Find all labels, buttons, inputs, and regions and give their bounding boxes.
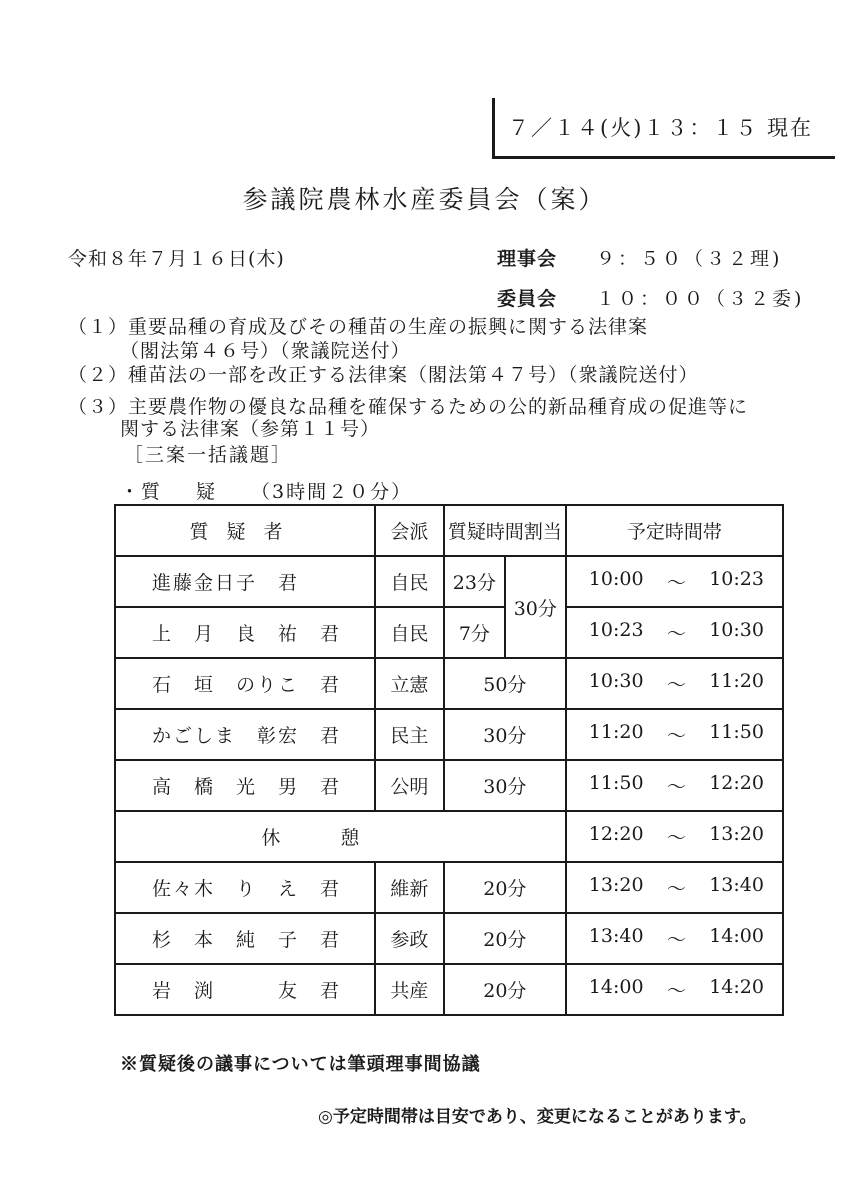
questioner-name: 上 月 良 祐 君 [115, 607, 375, 658]
table-row [115, 658, 783, 709]
time-allocation: 20分 [444, 964, 566, 1015]
table-row [115, 964, 783, 1015]
break-label-text: 休憩 [261, 827, 420, 849]
agenda-text: 重要品種の育成及びその種苗の生産の振興に関する法律案 [128, 316, 649, 338]
slot-start: 14:00 [588, 976, 644, 998]
table-row [115, 862, 783, 913]
slot-start: 10:00 [588, 568, 644, 590]
party-name: 民主 [375, 709, 444, 760]
table-header-row [115, 505, 783, 556]
column-header-party: 会派 [375, 505, 444, 556]
schedule-table [114, 504, 784, 1016]
question-heading-prefix: ・質 [120, 481, 163, 503]
time-slot [566, 913, 783, 964]
table-row [115, 607, 783, 658]
slot-tilde: ～ [666, 674, 686, 696]
table-row [115, 913, 783, 964]
break-row [115, 811, 783, 862]
time-slot [566, 709, 783, 760]
slot-start: 13:40 [588, 925, 644, 947]
agenda-text: 主要農作物の優良な品種を確保するための公的新品種育成の促進等に [128, 396, 749, 418]
column-header-slot: 予定時間帯 [566, 505, 783, 556]
schedule-rows [115, 556, 783, 1015]
slot-end: 14:20 [709, 976, 764, 998]
meeting-label: 委員会 [497, 288, 558, 310]
time-allocation: 20分 [444, 862, 566, 913]
column-header-questioner: 質疑者 [115, 505, 375, 556]
agenda-number: （２） [68, 364, 129, 386]
time-slot [566, 607, 783, 658]
slot-tilde: ～ [666, 929, 686, 951]
session-date: 令和８年７月１６日(木) [68, 248, 285, 270]
slot-end: 14:00 [709, 925, 764, 947]
agenda-subtext: 関する法律案（参第１１号） [120, 418, 381, 440]
slot-start: 12:20 [588, 823, 644, 845]
time-slot [566, 760, 783, 811]
slot-tilde: ～ [666, 980, 686, 1002]
slot-start: 11:50 [588, 772, 644, 794]
party-name: 自民 [375, 607, 444, 658]
slot-tilde: ～ [666, 623, 686, 645]
agenda-subtext: （閣法第４６号）（衆議院送付） [120, 340, 411, 362]
time-slot [566, 964, 783, 1015]
slot-start: 13:20 [588, 874, 644, 896]
slot-tilde: ～ [666, 776, 686, 798]
meeting-time: ９：５０（３２理) [596, 248, 783, 270]
questioner-name: かごしま 彰宏 君 [115, 709, 375, 760]
slot-end: 11:20 [709, 670, 764, 692]
as-of-timestamp: ７／１４(火)１３：１５ 現在 [508, 116, 814, 140]
agenda-item [68, 312, 648, 339]
table-row [115, 760, 783, 811]
question-heading-suffix: 疑 [196, 481, 218, 503]
slot-end: 13:40 [709, 874, 764, 896]
slot-tilde: ～ [666, 725, 686, 747]
time-allocation: 7分 [444, 607, 505, 658]
time-slot [566, 658, 783, 709]
party-name: 共産 [375, 964, 444, 1015]
questioner-name: 石 垣 のりこ 君 [115, 658, 375, 709]
page-title: 参議院農林水産委員会（案） [242, 185, 607, 214]
party-name: 公明 [375, 760, 444, 811]
party-name: 自民 [375, 556, 444, 607]
break-label [115, 811, 566, 862]
column-header-allocation: 質疑時間割当 [444, 505, 566, 556]
party-name: 立憲 [375, 658, 444, 709]
agenda-text: 種苗法の一部を改正する法律案（閣法第４７号）（衆議院送付） [128, 364, 699, 386]
table-row [115, 709, 783, 760]
time-allocation: 30分 [444, 760, 566, 811]
party-name: 維新 [375, 862, 444, 913]
slot-tilde: ～ [666, 878, 686, 900]
slot-end: 10:23 [709, 568, 764, 590]
bundle-note: ［三案一括議題］ [124, 444, 293, 466]
meeting-label: 理事会 [497, 248, 558, 270]
shared-allocation: 30分 [505, 556, 566, 658]
time-slot [566, 556, 783, 607]
slot-end: 11:50 [709, 721, 764, 743]
slot-end: 10:30 [709, 619, 764, 641]
questioner-name: 佐々木 り え 君 [115, 862, 375, 913]
questioner-name: 杉 本 純 子 君 [115, 913, 375, 964]
time-allocation: 20分 [444, 913, 566, 964]
agenda-number: （３） [68, 396, 129, 418]
question-heading [120, 477, 412, 504]
slot-start: 10:23 [588, 619, 644, 641]
question-total-duration: （3時間２０分） [251, 481, 413, 503]
meeting-time: １０：００（３２委) [596, 288, 805, 310]
schedule-disclaimer: ◎予定時間帯は目安であり、変更になることがあります。 [318, 1107, 757, 1127]
time-slot [566, 811, 783, 862]
time-allocation: 30分 [444, 709, 566, 760]
time-slot [566, 862, 783, 913]
party-name: 参政 [375, 913, 444, 964]
questioner-name: 岩 渕 友 君 [115, 964, 375, 1015]
slot-tilde: ～ [666, 827, 686, 849]
slot-start: 11:20 [588, 721, 644, 743]
agenda-number: （１） [68, 316, 129, 338]
time-allocation: 23分 [444, 556, 505, 607]
questioner-name: 高 橋 光 男 君 [115, 760, 375, 811]
time-allocation: 50分 [444, 658, 566, 709]
table-row [115, 556, 783, 607]
questioner-name: 進藤金日子 君 [115, 556, 375, 607]
slot-tilde: ～ [666, 572, 686, 594]
slot-end: 12:20 [709, 772, 764, 794]
post-question-note: ※質疑後の議事については筆頭理事間協議 [120, 1054, 481, 1075]
slot-end: 13:20 [709, 823, 764, 845]
agenda-item [68, 360, 699, 387]
slot-start: 10:30 [588, 670, 644, 692]
